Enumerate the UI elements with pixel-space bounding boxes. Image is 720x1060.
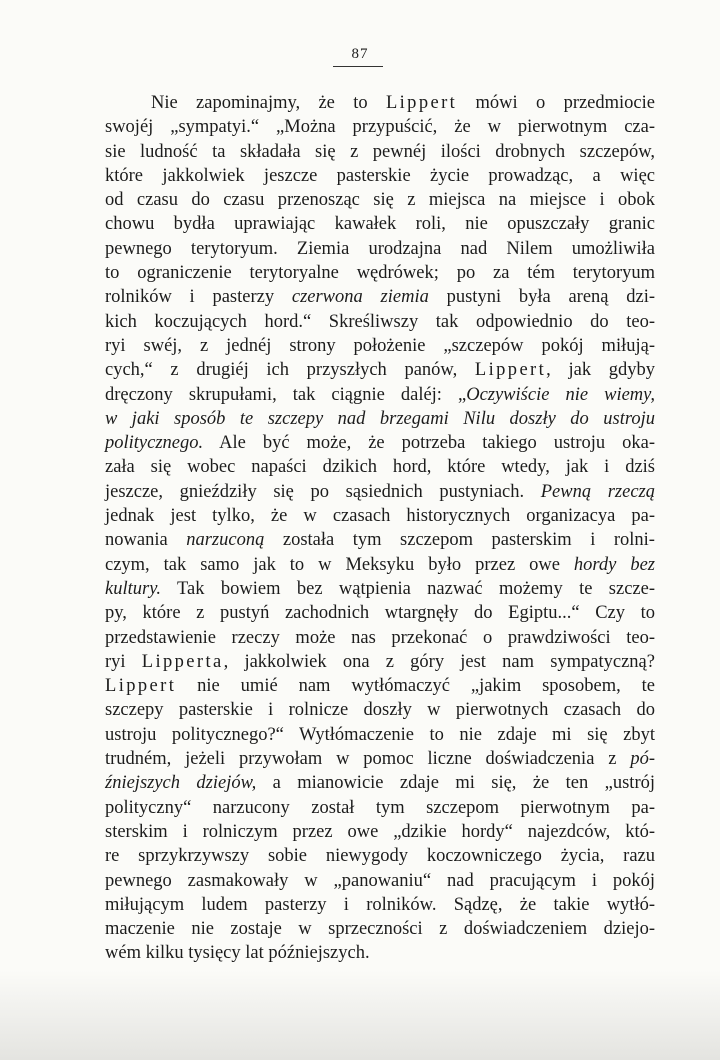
text-run: ustroju politycznego?“ Wytłómaczenie to nie zdaje mi się zbyt: [105, 724, 655, 745]
italic-text: źniejszych dziejów,: [105, 773, 257, 794]
text-run: trudném, jeżeli przywołam w pomoc liczne doświadczenia z: [105, 749, 631, 770]
text-run: , jak gdyby: [546, 360, 655, 381]
page-number: 87: [351, 46, 369, 62]
text-line: [105, 577, 655, 601]
text-line: [105, 917, 655, 941]
text-run: , jakkolwiek ona z góry jest nam sympatyczną?: [223, 651, 655, 672]
italic-text: Pewną rzeczą: [540, 481, 656, 502]
spaced-name: Lipperta: [141, 651, 224, 672]
text-line: [105, 553, 655, 577]
text-line: [105, 480, 655, 504]
italic-text: w jaki sposób te szczepy nad brzegami Nilu doszły do ustroju: [105, 408, 655, 429]
text-line: [105, 115, 655, 139]
text-line: [105, 796, 655, 820]
text-run: nowania: [105, 530, 187, 551]
text-run: jednak jest tylko, że w czasach historycznych organizacya pa-: [105, 506, 655, 527]
text-line: [105, 188, 655, 212]
text-line: [105, 504, 655, 528]
text-run: pewnego zasmakowały w „panowaniu“ nad pracującym i pokój: [105, 870, 655, 891]
spaced-name: Lippert: [385, 93, 458, 113]
spaced-name: Lippert: [474, 360, 547, 381]
text-line: [105, 820, 655, 844]
text-run: zała się wobec napaści dzikich hord, które wtedy, jak i dziś: [105, 457, 655, 478]
text-line: [105, 91, 655, 115]
italic-text: narzuconą: [186, 530, 265, 551]
text-line: [105, 626, 655, 650]
text-line: [105, 893, 655, 917]
text-run: szczepy pasterskie i rolnicze doszły w pierwotnych czasach do: [105, 700, 655, 721]
text-line: [105, 164, 655, 188]
spaced-name: Lippert: [105, 676, 177, 697]
body-text: [105, 91, 655, 966]
text-line: [105, 650, 655, 674]
text-run: cych,“ z drugiéj ich przyszłych panów,: [105, 360, 475, 381]
italic-text: hordy bez: [573, 554, 655, 575]
text-run: miłującym ludem pasterzy i rolników. Sądzę, że takie wytłó-: [105, 894, 655, 915]
text-run: maczenie nie zostaje w sprzeczności z doświadczeniem dziejo-: [105, 919, 655, 940]
text-run: re sprzykrzywszy sobie niewygody koczowniczego życia, razu: [105, 846, 655, 867]
text-run: pewnego terytoryum. Ziemia urodzajna nad Nilem umożliwiła: [105, 238, 655, 259]
text-line: [105, 261, 655, 285]
text-run: pustyni była areną dzi-: [428, 287, 656, 308]
text-run: jeszcze, gnieździły się po sąsiednich pustyniach.: [105, 481, 541, 502]
text-run: nie umié nam wytłómaczyć „jakim sposobem, te: [176, 676, 655, 697]
text-run: rolników i pasterzy: [105, 287, 292, 308]
text-run: py, które z pustyń zachodnich wtargnęły do Egiptu...“ Czy to: [105, 603, 655, 624]
text-line: [105, 212, 655, 236]
text-run: które jakkolwiek jeszcze pasterskie życie prowadząc, a więc: [105, 165, 655, 186]
text-line: [105, 528, 655, 552]
page-number-rule: [333, 66, 383, 67]
text-line: [105, 747, 655, 771]
text-run: Tak bowiem bez wątpienia nazwać możemy te szcze-: [161, 578, 655, 599]
text-line: [105, 383, 655, 407]
text-run: została tym szczepom pasterskim i rolni-: [264, 530, 655, 551]
text-line: [105, 674, 655, 698]
text-run: mówi o przedmiocie: [457, 93, 655, 113]
italic-text: czerwona ziemia: [291, 287, 429, 308]
text-run: przedstawienie rzeczy może nas przekonać o prawdziwości teo-: [105, 627, 655, 648]
scan-edge-shadow: [0, 970, 720, 1060]
text-line: [105, 334, 655, 358]
text-line: [105, 285, 655, 309]
text-line: [105, 407, 655, 431]
text-run: ryi swéj, z jednéj strony położenie „szczepów pokój miłują-: [105, 335, 655, 356]
text-line: [105, 601, 655, 625]
italic-text: Oczywiście nie wiemy,: [466, 384, 655, 405]
text-line: [105, 431, 655, 455]
text-line: [105, 869, 655, 893]
text-run: wém kilku tysięcy lat późniejszych.: [105, 943, 370, 964]
text-line: [105, 723, 655, 747]
text-run: sie ludność ta składała się z pewnéj ilości drobnych szczepów,: [105, 141, 655, 162]
italic-text: politycznego.: [105, 433, 204, 454]
text-run: a mianowicie zdaje mi się, że ten „ustrój: [256, 773, 656, 794]
text-run: sterskim i rolniczym przez owe „dzikie hordy“ najezdców, któ-: [105, 821, 655, 842]
text-run: swojéj „sympatyi.“ „Można przypuścić, że w pierwotnym cza-: [105, 117, 655, 138]
text-line: [105, 941, 655, 965]
text-run: Nie zapominajmy, że to: [151, 93, 386, 113]
text-run: Ale być może, że potrzeba takiego ustroju oka-: [203, 433, 655, 454]
text-line: [105, 844, 655, 868]
text-run: to ograniczenie terytoryalne wędrówek; po za tém terytoryum: [105, 263, 655, 284]
text-run: od czasu do czasu przenosząc się z miejsca na miejsce i obok: [105, 190, 655, 211]
text-line: [105, 310, 655, 334]
italic-text: kultury.: [105, 578, 162, 599]
text-run: dręczony skrupułami, tak ciągnie daléj: „: [105, 384, 467, 405]
text-line: [105, 237, 655, 261]
text-line: [105, 358, 655, 382]
text-run: czym, tak samo jak to w Meksyku było przez owe: [105, 554, 574, 575]
text-run: kich koczujących hord.“ Skreśliwszy tak odpowiednio do teo-: [105, 311, 655, 332]
italic-text: pó-: [630, 749, 655, 770]
text-line: [105, 455, 655, 479]
text-line: [105, 140, 655, 164]
text-line: [105, 698, 655, 722]
text-run: ryi: [105, 651, 142, 672]
text-run: polityczny“ narzucony został tym szczepom pierwotnym pa-: [105, 797, 655, 818]
text-line: [105, 771, 655, 795]
text-run: chowu bydła uprawiając kawałek roli, nie opuszczały granic: [105, 214, 655, 235]
